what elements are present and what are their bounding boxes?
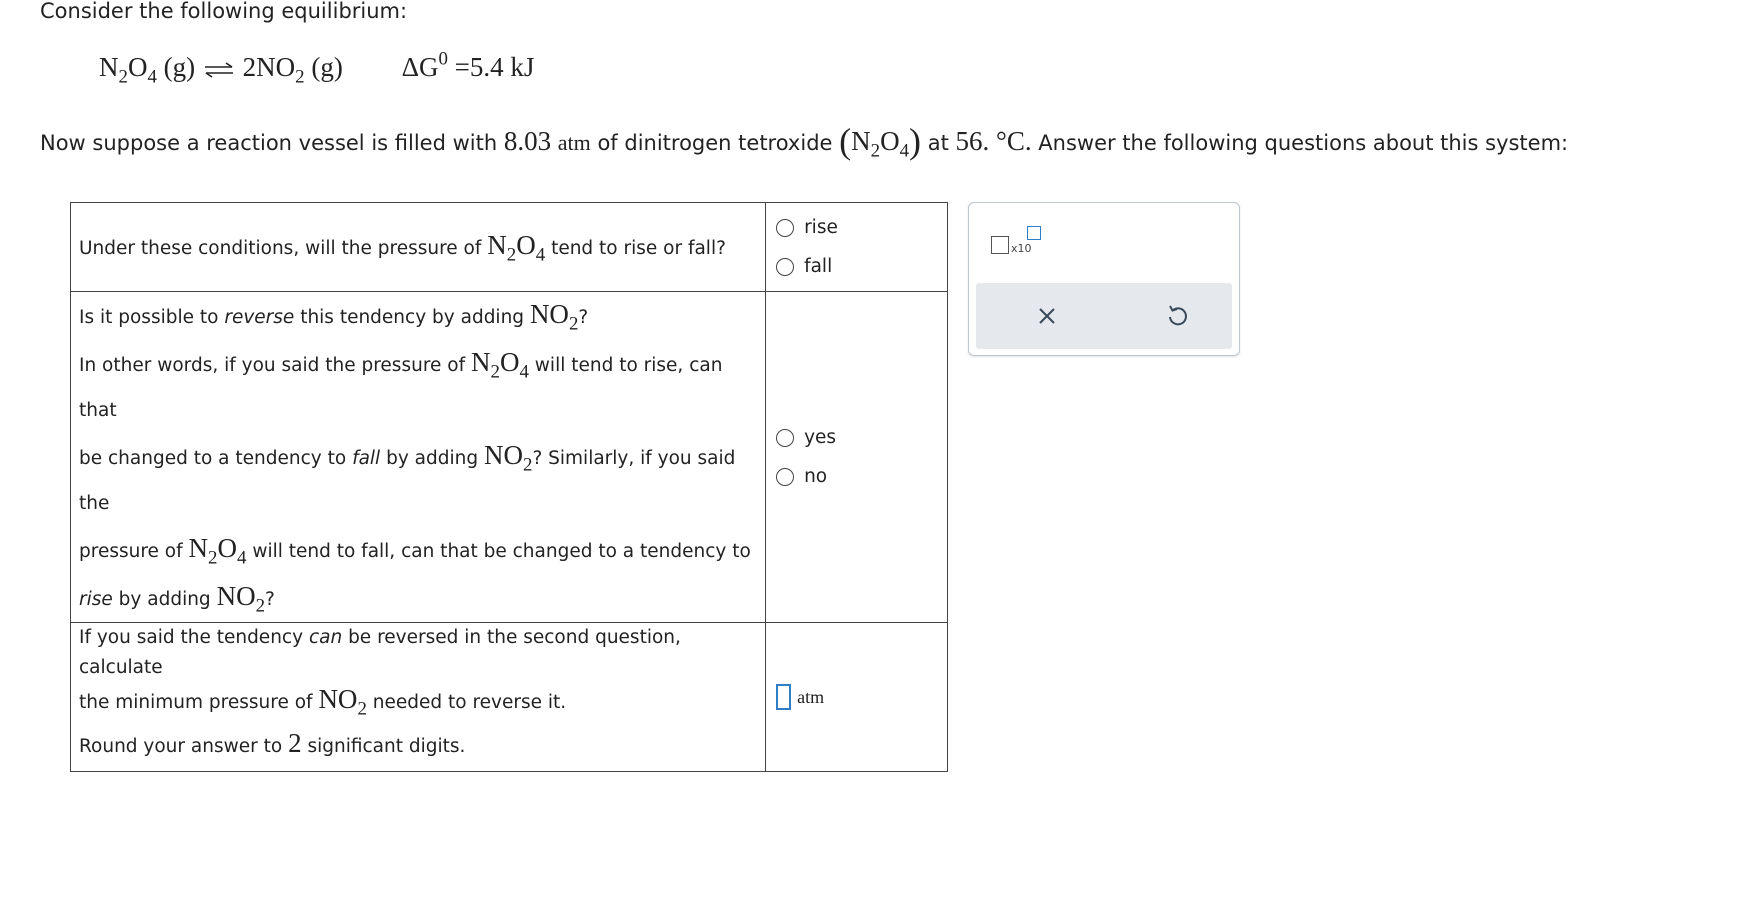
problem-setup [40,120,1568,162]
intro-text: Consider the following equilibrium: [40,0,408,23]
equilibrium-arrow-icon [204,54,234,85]
radio-rise[interactable] [776,219,794,237]
option-yes-label: yes [804,427,837,448]
pressure-input[interactable] [776,684,791,710]
q3-digits: 2 [288,728,302,758]
q3-l3b: significant digits. [307,736,466,757]
q2-l1b: this tendency by adding [300,307,525,328]
q1-species: $N_2O_4$ [487,230,546,266]
q3-line-3 [79,719,757,771]
option-rise[interactable] [776,208,937,247]
q2-l2b: will tend to rise, can that [79,355,723,421]
option-rise-label: rise [804,217,838,238]
temperature-value: 56. °C. [955,126,1032,156]
delta-g-value: =5.4 kJ [454,52,535,82]
pressure-value: 8.03 [503,126,552,156]
question-1-text [71,203,766,292]
q2-l3-em: fall [352,448,381,469]
q2-line-5 [79,574,757,622]
equilibrium-equation [99,48,535,88]
setup-text-2: of dinitrogen tetroxide [597,131,833,155]
q3-l1b: be reversed in the second question, calculate [79,627,681,678]
q2-l3c: ? Similarly, if you said the [79,448,736,514]
q2-l1-end: ? [578,307,589,328]
q2-line-2 [79,340,757,433]
q3-l1a: If you said the tendency [79,627,304,648]
q2-l3-species: $NO_2$ [484,440,533,476]
tool-bar [976,283,1232,349]
q2-l3b: by adding [386,448,479,469]
clear-button[interactable] [1032,301,1062,331]
mantissa-box-icon [991,236,1009,254]
product-state: (g) [311,52,343,82]
q2-l5a: by adding [118,589,211,610]
q3-line-1 [79,623,757,683]
q2-l5-em: rise [79,589,113,610]
q2-l5-end: ? [265,589,275,610]
radio-fall[interactable] [776,258,794,276]
exponent-box-icon [1027,226,1041,240]
x10-label: x10 [1011,242,1032,255]
option-no-label: no [804,466,828,487]
option-fall[interactable] [776,247,937,286]
setup-text-1: Now suppose a reaction vessel is filled with [40,131,498,155]
q3-l1-em: can [308,627,343,648]
q2-line-1 [79,292,757,340]
q3-l2b: needed to reverse it. [372,692,567,713]
product-coefficient: 2 [242,52,257,82]
q2-l1-species: $NO_2$ [529,299,579,335]
pressure-unit: atm [557,130,591,155]
question-2-answers [766,292,948,623]
pressure-input-unit: atm [797,686,825,707]
product-formula: $NO_2$ [256,52,305,88]
radio-no[interactable] [776,468,794,486]
reactant-state: (g) [163,52,196,82]
delta-g-label: $\Delta G^0$ [401,48,448,82]
q3-l3a: Round your answer to [79,736,283,757]
q2-line-4 [79,526,757,574]
setup-species: $N_2O_4$ [851,126,910,162]
close-icon [1032,301,1062,331]
question-3-answer [766,623,948,772]
pressure-answer [776,684,937,710]
scientific-notation-button[interactable] [991,225,1051,259]
q1-text-before: Under these conditions, will the pressure of [79,238,482,259]
question-3-text [71,623,766,772]
option-no[interactable] [776,457,937,496]
option-yes[interactable] [776,418,937,457]
answer-tools-panel [968,202,1240,356]
question-1-answers [766,203,948,292]
question-2-text [71,292,766,623]
question-row-2 [71,292,948,623]
q3-l2a: the minimum pressure of [79,692,313,713]
radio-yes[interactable] [776,429,794,447]
q2-l1-em: reverse [224,307,295,328]
question-table [70,202,948,772]
open-paren: ( [839,121,852,161]
question-row-3 [71,623,948,772]
q2-line-3 [79,433,757,526]
q2-l1a: Is it possible to [79,307,219,328]
q2-l4a: pressure of [79,541,183,562]
question-row-1 [71,203,948,292]
q2-l5-species: $NO_2$ [216,581,266,617]
q1-text-after: tend to rise or fall? [551,238,726,259]
option-fall-label: fall [804,256,833,277]
q2-l2a: In other words, if you said the pressure of [79,355,466,376]
reactant-formula: $N_2O_4$ [99,52,157,88]
q2-l3a: be changed to a tendency to [79,448,347,469]
undo-icon [1162,301,1192,331]
q2-l2-species: $N_2O_4$ [471,347,529,383]
q3-line-2 [79,683,757,719]
q2-l4b: will tend to fall, can that be changed to a tendency to [252,541,751,562]
q3-l2-species: $NO_2$ [318,684,367,720]
close-paren: ) [909,121,922,161]
setup-text-3: at [927,131,949,155]
undo-button[interactable] [1162,301,1192,331]
setup-text-4: Answer the following questions about this system: [1038,131,1569,155]
q2-l4-species: $N_2O_4$ [188,533,247,569]
